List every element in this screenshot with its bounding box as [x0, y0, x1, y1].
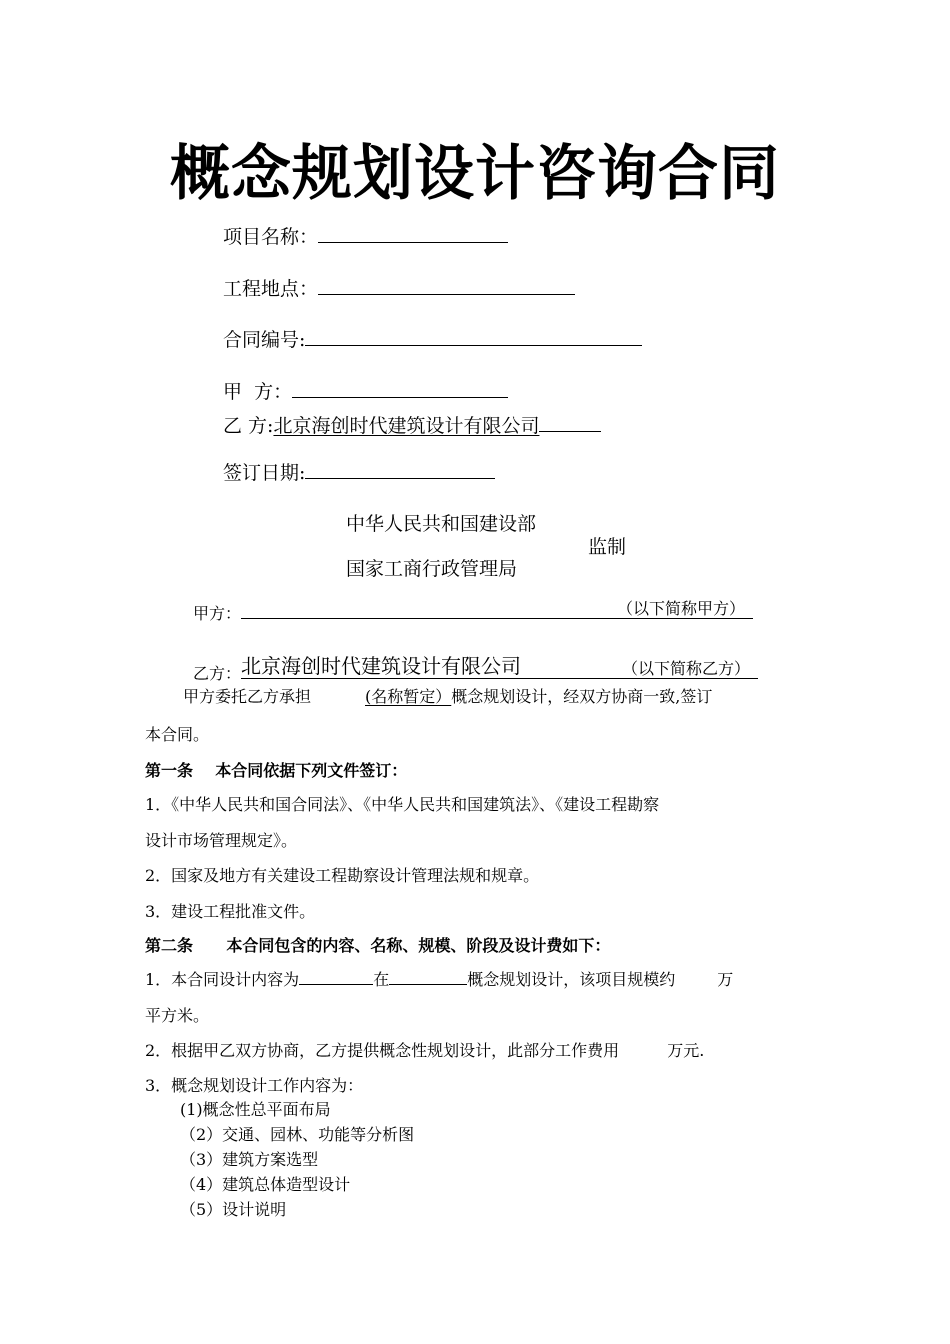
party-a-label: 甲 方： [223, 381, 293, 403]
article-1-heading: 第一条 本合同依据下列文件签订： [145, 761, 408, 780]
party-a-suffix: （以下简称甲方） [617, 599, 746, 618]
intro-prefix: 甲方委托乙方承担 [183, 687, 312, 706]
parties-party-b-row [193, 656, 758, 684]
contract-no-blank[interactable] [305, 327, 642, 346]
article-2-item-1-d: 万 [717, 970, 734, 989]
party-b-suffix: （以下简称乙方） [622, 659, 751, 678]
contract-no-label: 合同编号: [223, 329, 306, 351]
parties-party-b-blank[interactable] [241, 656, 758, 679]
article-1-item-1-line-2: 设计市场管理规定》。 [145, 831, 298, 850]
location-blank[interactable] [318, 276, 575, 295]
project-name-blank[interactable] [318, 224, 508, 243]
article-2-item-1-b: 在 [373, 970, 390, 989]
parties-party-a-row [193, 600, 753, 624]
parties-party-b-name: 北京海创时代建筑设计有限公司 [241, 654, 522, 678]
article-2-item-1-a: 1．本合同设计内容为 [145, 970, 300, 989]
parties-party-a-blank[interactable] [241, 600, 753, 619]
party-b-row [223, 411, 601, 438]
contract-no-row [223, 325, 642, 352]
sub-item-5: （5）设计说明 [180, 1200, 287, 1219]
design-content-blank[interactable] [299, 968, 373, 985]
intro-line-1 [183, 684, 712, 707]
party-a-row [223, 377, 508, 404]
article-2-heading: 第二条 本合同包含的内容、名称、规模、阶段及设计费如下： [145, 936, 611, 955]
party-a-blank[interactable] [292, 379, 508, 398]
party-b-name: 北京海创时代建筑设计有限公司 [273, 415, 540, 437]
article-2-item-3: 3．概念规划设计工作内容为： [145, 1076, 364, 1095]
article-1-item-1-line-1: 1．《中华人民共和国合同法》、《中华人民共和国建筑法》、《建设工程勘察 [145, 795, 660, 814]
party-b-label: 乙 方: [223, 415, 274, 437]
design-location-blank[interactable] [389, 968, 467, 985]
article-2-item-2 [145, 1038, 704, 1061]
intro-suffix: 概念规划设计，经双方协商一致,签订 [451, 687, 713, 706]
location-label: 工程地点： [223, 278, 319, 300]
sign-date-row [223, 458, 495, 485]
intro-project-placeholder[interactable]: (名称暂定） [365, 687, 452, 706]
supervisor-ministry: 中华人民共和国建设部 [346, 513, 537, 535]
supervise-label: 监制 [588, 536, 627, 558]
location-row [223, 274, 575, 301]
sub-item-3: （3）建筑方案选型 [180, 1150, 319, 1169]
article-2-item-1-line-1 [145, 967, 733, 990]
parties-party-a-label: 甲方： [193, 604, 242, 623]
article-2-item-1-line-2: 平方米。 [145, 1006, 210, 1025]
article-2-item-1-c: 概念规划设计，该项目规模约 [467, 970, 676, 989]
sign-date-label: 签订日期: [223, 462, 306, 484]
sub-item-1: (1)概念性总平面布局 [180, 1100, 331, 1119]
document-title: 概念规划设计咨询合同 [170, 139, 780, 209]
supervisor-bureau: 国家工商行政管理局 [346, 558, 518, 580]
sub-item-4: （4）建筑总体造型设计 [180, 1175, 351, 1194]
article-2-item-2-b: 万元. [667, 1041, 705, 1060]
parties-party-b-label: 乙方： [193, 664, 242, 683]
article-1-item-3: 3．建设工程批准文件。 [145, 902, 316, 921]
sub-item-2: （2）交通、园林、功能等分析图 [180, 1125, 415, 1144]
article-2-item-2-a: 2．根据甲乙双方协商，乙方提供概念性规划设计，此部分工作费用 [145, 1041, 620, 1060]
sign-date-blank[interactable] [305, 460, 495, 479]
intro-line-2: 本合同。 [145, 725, 210, 744]
article-1-item-2: 2．国家及地方有关建设工程勘察设计管理法规和规章。 [145, 866, 540, 885]
project-name-row [223, 222, 508, 249]
party-b-blank[interactable] [539, 413, 601, 432]
project-name-label: 项目名称： [223, 226, 319, 248]
